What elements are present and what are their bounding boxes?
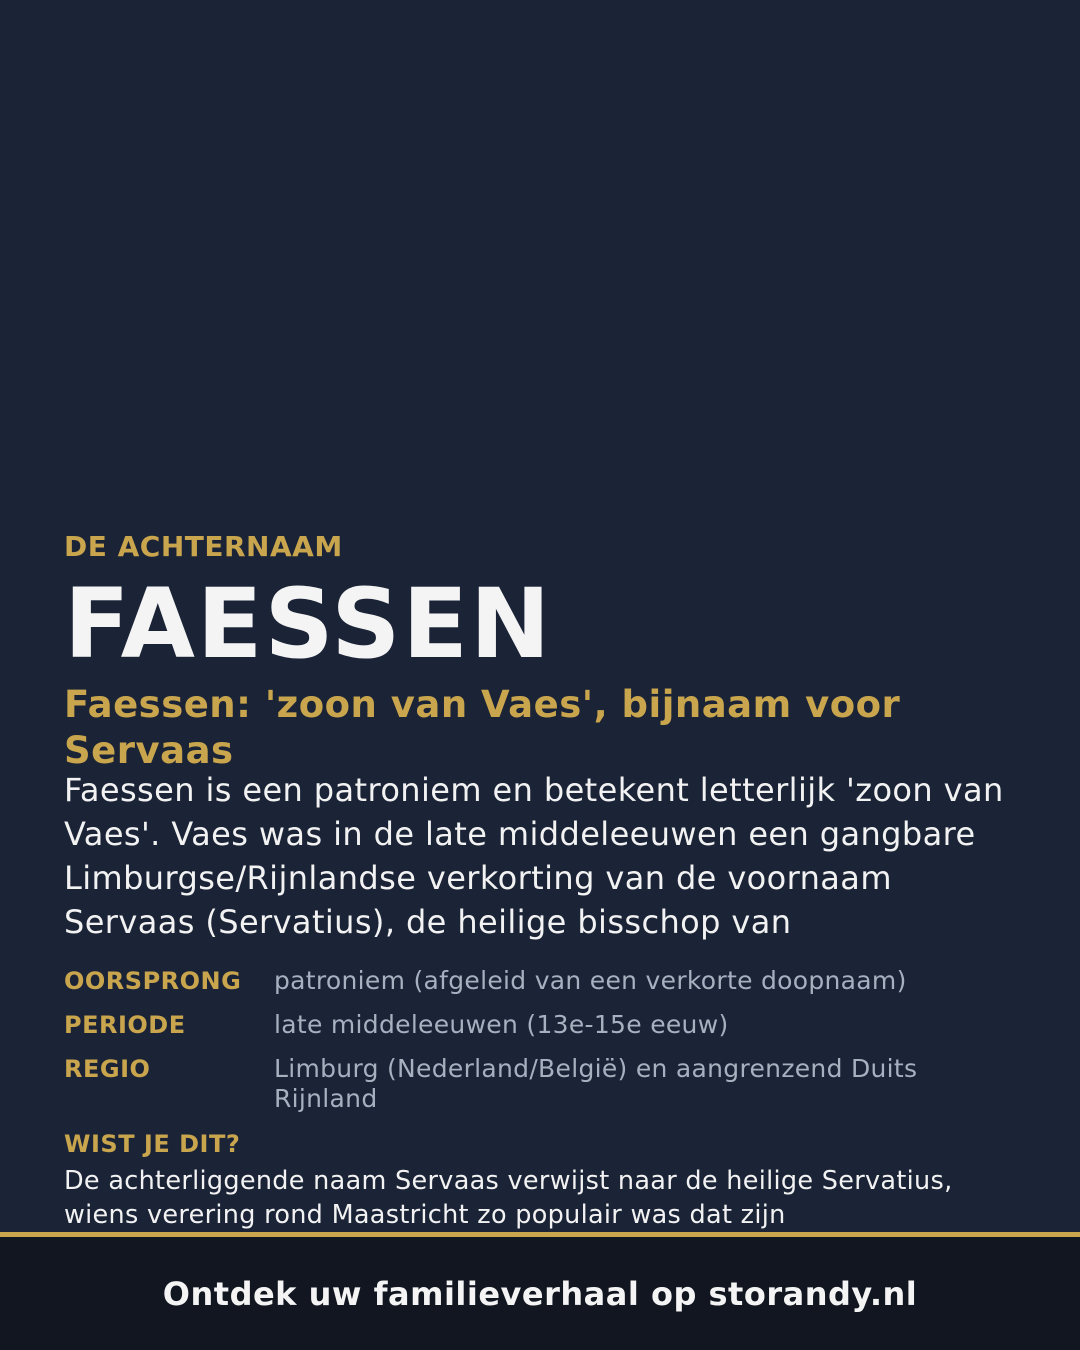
did-you-know-label: WIST JE DIT?: [64, 1130, 241, 1158]
fact-row-region: [64, 1054, 1024, 1114]
fact-value: Limburg (Nederland/België) en aangrenzend Duits Rijnland: [274, 1054, 918, 1113]
surname-description: Faessen is een patroniem en betekent letterlijk 'zoon van Vaes'. Vaes was in de late middeleeuwen een gangbare Limburgse/Rijnlandse verkorting van de voornaam Servaas (Servatius), de heilige bisschop van: [64, 771, 1004, 941]
surname-title: FAESSEN: [64, 568, 553, 680]
facts-list: [64, 966, 1024, 1128]
footer-banner: [0, 1232, 1080, 1350]
fact-value: patroniem (afgeleid van een verkorte doopnaam): [274, 966, 907, 995]
did-you-know-text: De achterliggende naam Servaas verwijst naar de heilige Servatius, wiens verering rond Maastricht zo populair was dat zijn: [64, 1166, 953, 1230]
fact-label: PERIODE: [64, 1011, 186, 1039]
fact-row-origin: [64, 966, 1024, 996]
fact-label: OORSPRONG: [64, 967, 242, 995]
fact-value: late middeleeuwen (13e-15e eeuw): [274, 1010, 729, 1039]
surname-subtitle: Faessen: 'zoon van Vaes', bijnaam voor Servaas: [64, 683, 901, 772]
fact-row-period: [64, 1010, 1024, 1040]
eyebrow-label: DE ACHTERNAAM: [64, 530, 343, 563]
fact-label: REGIO: [64, 1055, 151, 1083]
footer-cta: Ontdek uw familieverhaal op storandy.nl: [162, 1274, 918, 1313]
